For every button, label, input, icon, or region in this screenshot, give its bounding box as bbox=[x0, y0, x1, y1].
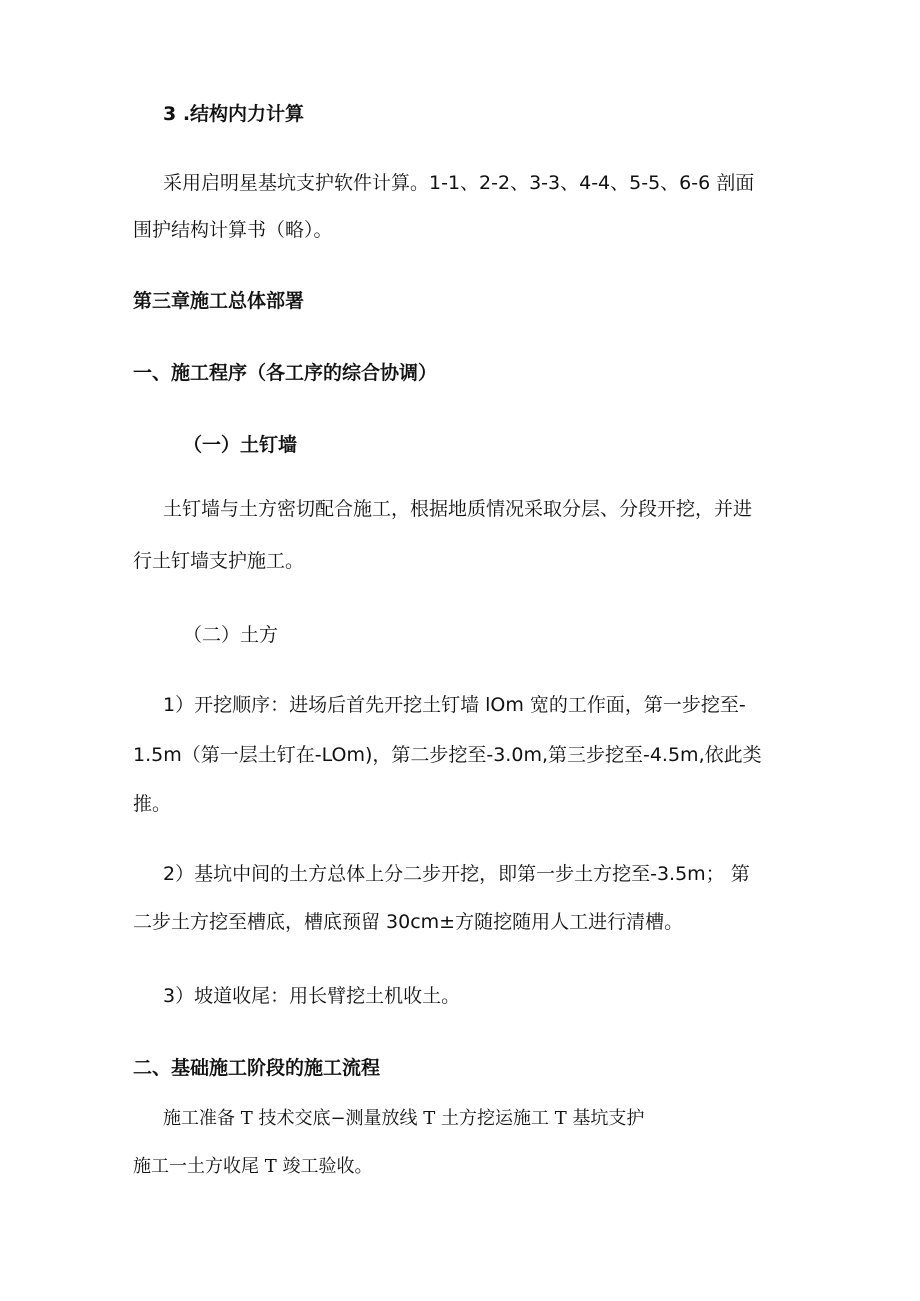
list-item-line: 2）基坑中间的土方总体上分二步开挖，即第一步土方挖至-3.5m； 第 bbox=[163, 863, 750, 885]
paragraph-line: 采用启明星基坑支护软件计算。1-1、2-2、3-3、4-4、5-5、6-6 剖面 bbox=[163, 172, 755, 194]
flow-line: 施工准备 T 技术交底−测量放线 T 土方挖运施工 T 基坑支护 bbox=[163, 1108, 645, 1129]
list-item-line: 二步土方挖至槽底，槽底预留 30cm±方随挖随用人工进行清槽。 bbox=[133, 911, 684, 933]
paragraph-line: 行土钉墙支护施工。 bbox=[133, 550, 305, 572]
list-item-line: 1）开挖顺序：进场后首先开挖土钉墙 lOm 宽的工作面，第一步挖至- bbox=[163, 694, 746, 716]
list-item-line: 3）坡道收尾：用长臂挖土机收土。 bbox=[163, 985, 461, 1007]
chapter-title: 第三章施工总体部署 bbox=[133, 290, 305, 312]
flow-line: 施工一土方收尾 T 竣工验收。 bbox=[133, 1156, 373, 1177]
section-title-foundation-flow: 二、基础施工阶段的施工流程 bbox=[133, 1057, 381, 1079]
list-item-line: 1.5m（第一层土钉在-LOm)，第二步挖至-3.0m,第三步挖至-4.5m,依此类 bbox=[133, 744, 762, 766]
section-title-construction-procedure: 一、施工程序（各工序的综合协调） bbox=[133, 362, 438, 384]
paragraph-line: 围护结构计算书（略）。 bbox=[133, 219, 333, 241]
subsection-title-soil-nail-wall: （一）土钉墙 bbox=[183, 434, 298, 456]
list-item-line: 推。 bbox=[133, 793, 172, 815]
subsection-title-earthwork: （二）土方 bbox=[183, 624, 279, 646]
section-heading-structure-calc: 3 .结构内力计算 bbox=[163, 103, 305, 125]
paragraph-line: 土钉墙与土方密切配合施工，根据地质情况采取分层、分段开挖，并进 bbox=[163, 498, 753, 520]
